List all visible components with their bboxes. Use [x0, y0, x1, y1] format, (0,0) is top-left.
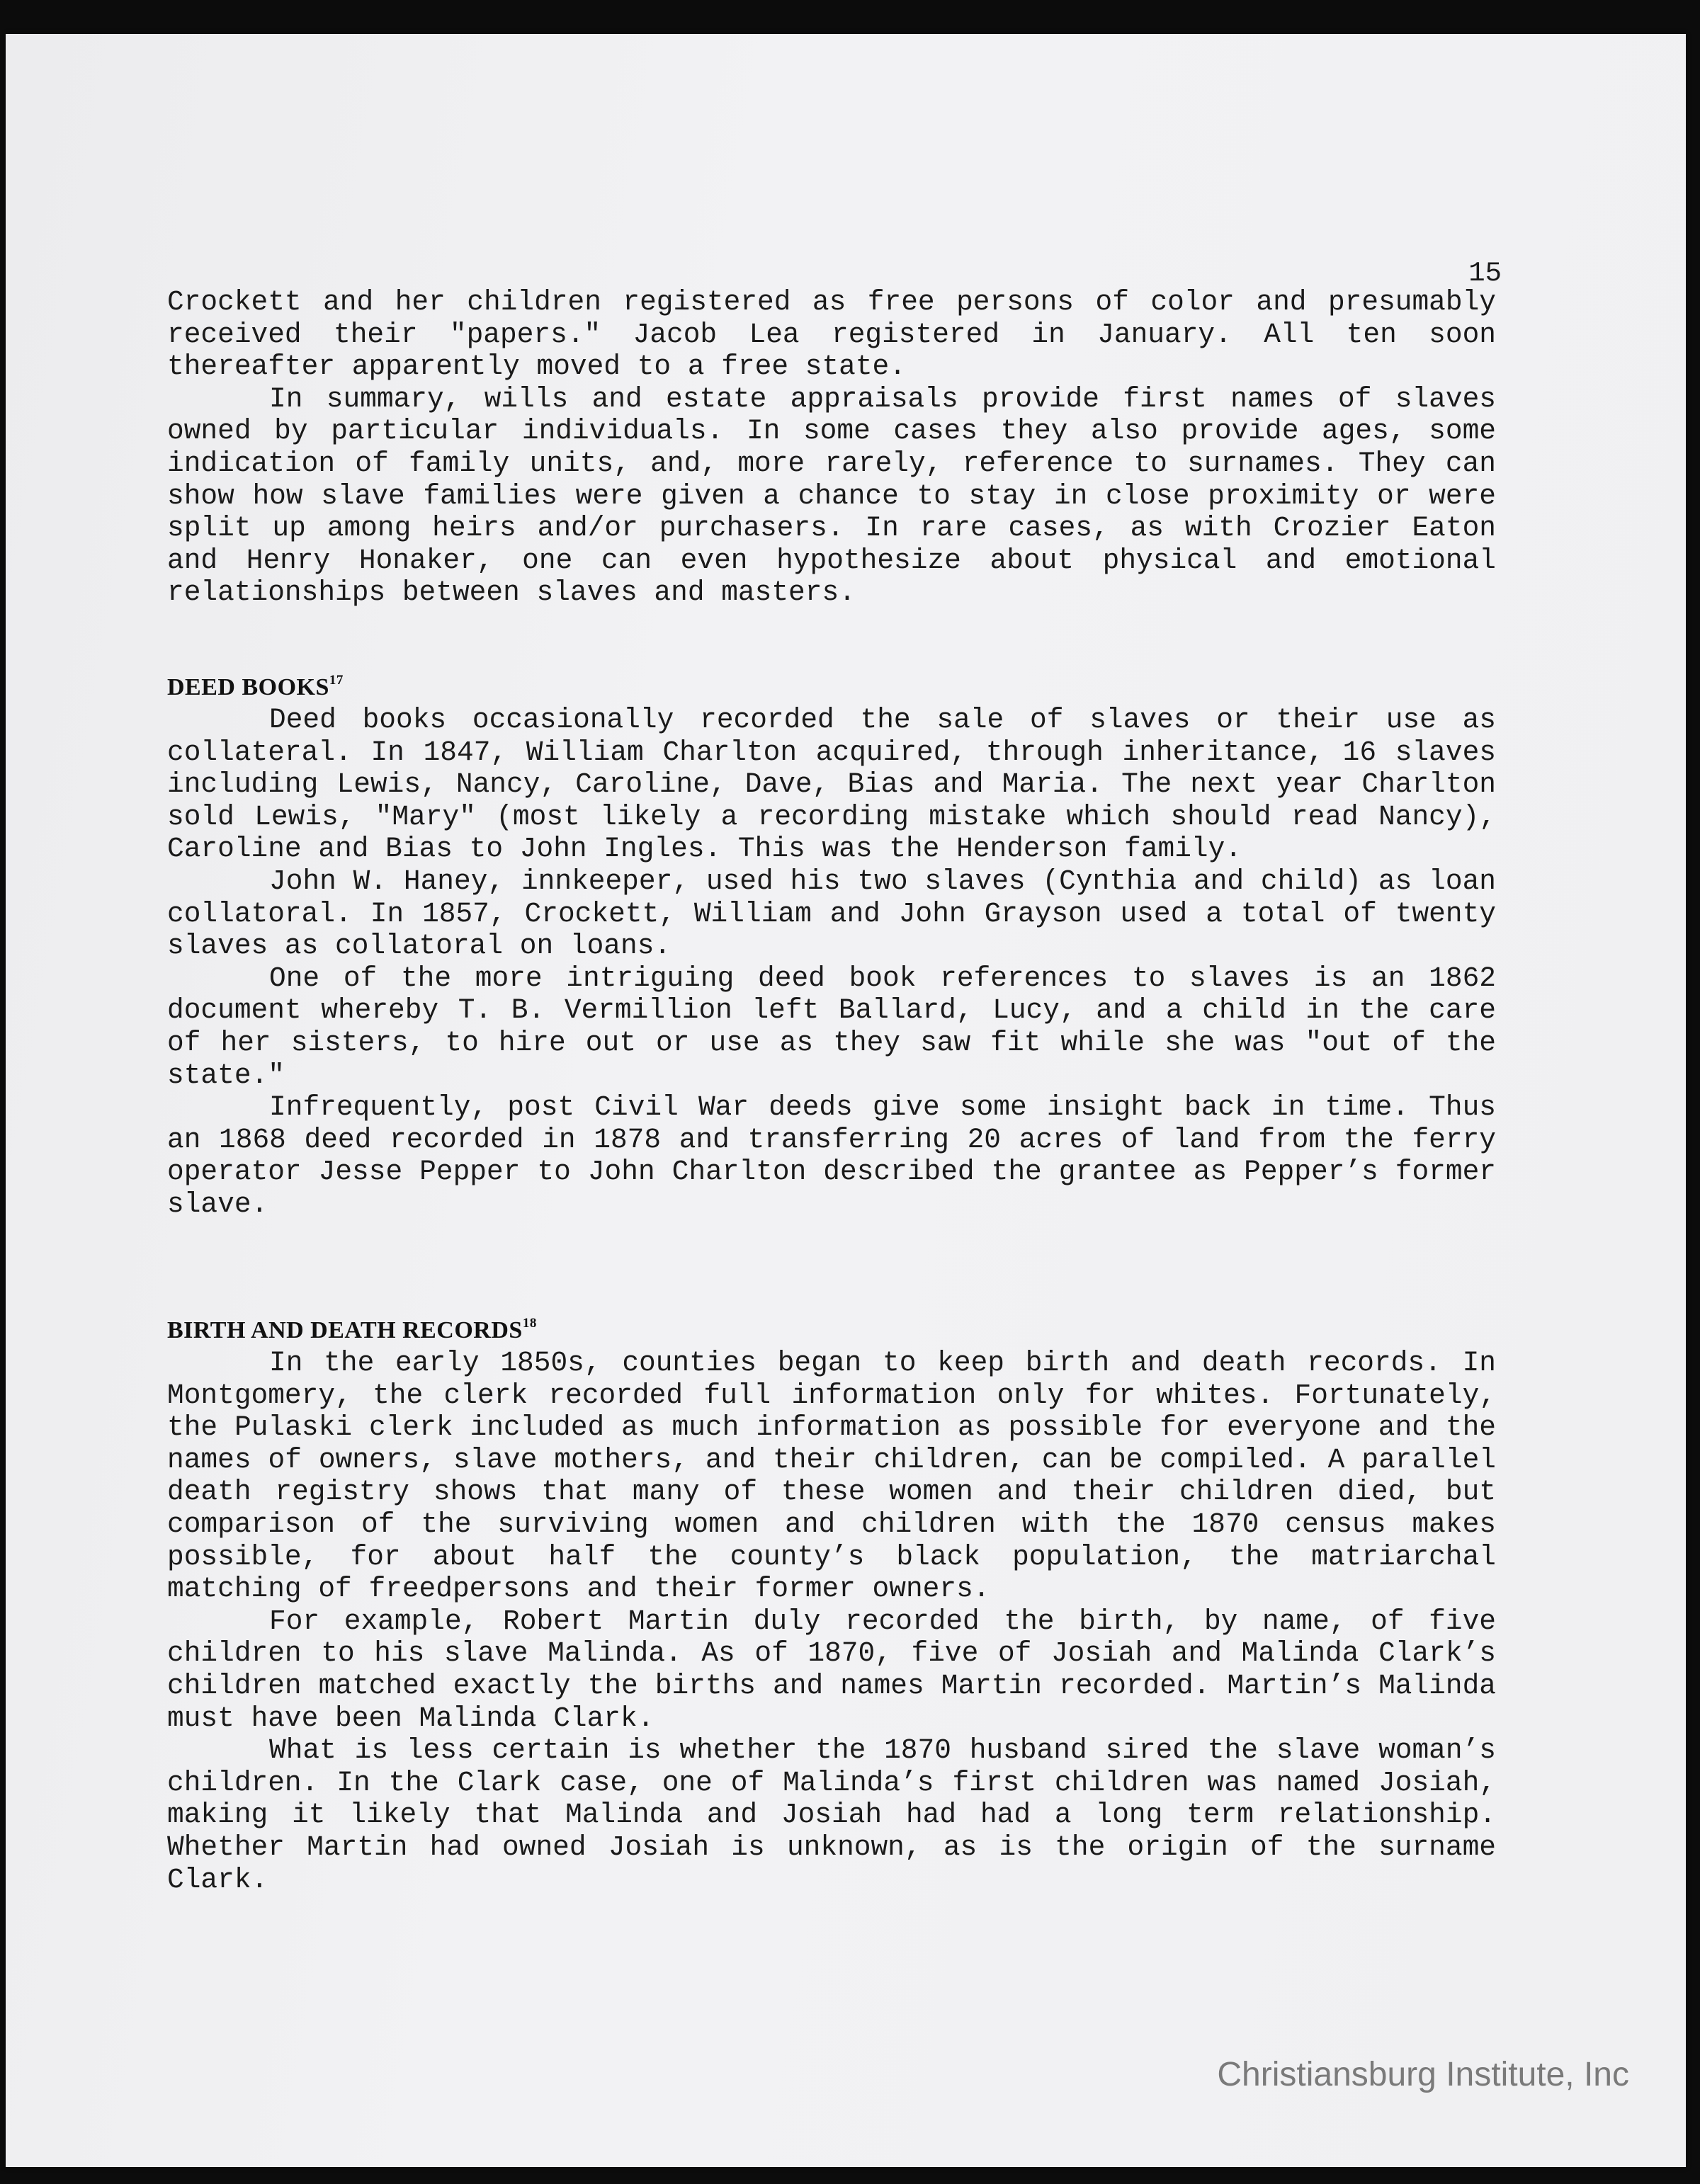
body-paragraph: Crockett and her children registered as free persons of color and presumably received their "papers." Jacob Lea registered in January. All ten soon thereafter apparently moved to a free state.	[167, 286, 1496, 383]
page-number: 15	[1468, 258, 1502, 289]
body-paragraph: Infrequently, post Civil War deeds give some insight back in time. Thus an 1868 deed recorded in 1878 and transferring 20 acres of land from the ferry operator Jesse Pepper to John Charlton described the grantee as Pepper’s former slave.	[167, 1091, 1496, 1220]
body-paragraph: In summary, wills and estate appraisals provide first names of slaves owned by particular individuals. In some cases they also provide ages, some indication of family units, and, more rarely, reference to surnames. They can show how slave families were given a chance to stay in close proximity or were split up among heirs and/or purchasers. In rare cases, as with Crozier Eaton and Henry Honaker, one can even hypothesize about physical and emotional relationships between slaves and masters.	[167, 382, 1496, 609]
body-paragraph: In the early 1850s, counties began to keep birth and death records. In Montgomery, the clerk recorded full information only for whites. Fortunately, the Pulaski clerk included as much information as possible for everyone and the names of owners, slave mothers, and their children, can be compiled. A parallel death registry shows that many of these women and their children died, but comparison of the surviving women and children with the 1870 census makes possible, for about half the county’s black population, the matriarchal matching of freedpersons and their former owners.	[167, 1347, 1496, 1605]
deed-books-section	[167, 671, 1496, 1221]
body-paragraph: John W. Haney, innkeeper, used his two slaves (Cynthia and child) as loan collatoral. In 1857, Crockett, William and John Grayson used a total of twenty slaves as collatoral on loans.	[167, 865, 1496, 962]
body-paragraph: For example, Robert Martin duly recorded the birth, by name, of five children to his slave Malinda. As of 1870, five of Josiah and Malinda Clark’s children matched exactly the births and names Martin recorded. Martin’s Malinda must have been Malinda Clark.	[167, 1605, 1496, 1734]
section-heading	[167, 671, 1496, 704]
watermark: Christiansburg Institute, Inc	[1217, 2056, 1629, 2093]
body-paragraph: One of the more intriguing deed book references to slaves is an 1862 document whereby T. B. Vermillion left Ballard, Lucy, and a child in the care of her sisters, to hire out or use as they saw fit while she was "out of the state."	[167, 962, 1496, 1091]
section-heading	[167, 1314, 1496, 1347]
body-paragraph: What is less certain is whether the 1870 husband sired the slave woman’s children. In the Clark case, one of Malinda’s first children was named Josiah, making it likely that Malinda and Josiah had had a long term relationship. Whether Martin had owned Josiah is unknown, as is the origin of the surname Clark.	[167, 1734, 1496, 1896]
heading-text: BIRTH AND DEATH RECORDS	[167, 1317, 523, 1343]
footnote-marker: 18	[522, 1316, 537, 1331]
intro-section	[167, 286, 1496, 609]
body-paragraph: Deed books occasionally recorded the sale of slaves or their use as collateral. In 1847, William Charlton acquired, through inheritance, 16 slaves including Lewis, Nancy, Caroline, Dave, Bias and Maria. The next year Charlton sold Lewis, "Mary" (most likely a recording mistake which should read Nancy), Caroline and Bias to John Ingles. This was the Henderson family.	[167, 704, 1496, 865]
heading-text: DEED BOOKS	[167, 674, 329, 700]
birth-death-section	[167, 1314, 1496, 1896]
footnote-marker: 17	[329, 673, 344, 688]
